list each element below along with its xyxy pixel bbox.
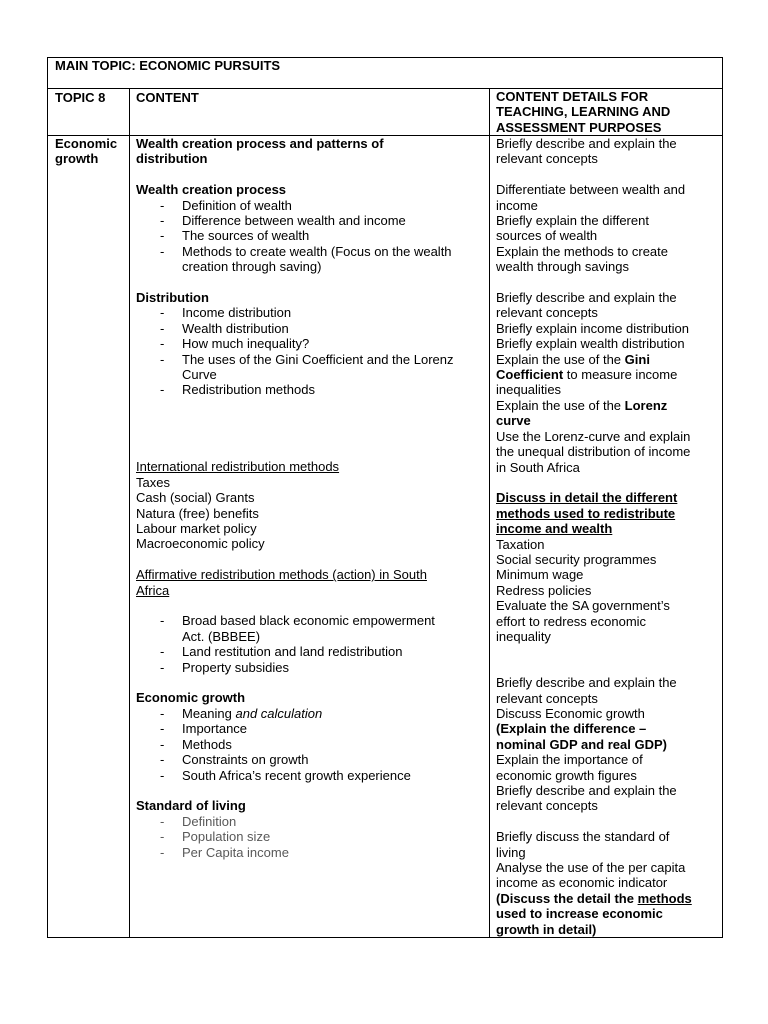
col-divider-1 — [129, 88, 130, 938]
list-item: - Broad based black economic empowerment — [160, 613, 435, 629]
list-item: - Population size — [160, 829, 271, 845]
list-item-continued: Curve — [182, 367, 217, 383]
topic-number: TOPIC 8 — [55, 90, 106, 105]
list-item: - Difference between wealth and income — [160, 213, 406, 229]
list-item: Natura (free) benefits — [136, 505, 259, 521]
list-item: - Per Capita income — [160, 844, 289, 860]
list-item: - The uses of the Gini Coefficient and the Lorenz — [160, 351, 454, 367]
list-item: - Methods — [160, 736, 232, 752]
content-header: CONTENT — [136, 90, 199, 105]
standard-of-living-heading: Standard of living — [136, 798, 246, 814]
list-item-continued: creation through saving) — [182, 259, 322, 275]
list-item: Taxes — [136, 474, 170, 490]
list-item: - Property subsidies — [160, 659, 289, 675]
list-item: Macroeconomic policy — [136, 536, 265, 552]
list-item: - South Africa’s recent growth experience — [160, 767, 411, 783]
wealth-title: Wealth creation process and patterns of — [136, 136, 384, 151]
list-item: - How much inequality? — [160, 336, 310, 352]
list-item: - Income distribution — [160, 305, 292, 321]
list-item: - Importance — [160, 721, 248, 737]
economic-growth-heading: Economic growth — [136, 690, 246, 706]
list-item: - Definition — [160, 813, 237, 829]
list-item-continued: Act. (BBBEE) — [182, 628, 261, 644]
list-item: Labour market policy — [136, 521, 257, 537]
details-column: Briefly describe and explain the relevant concepts Differentiate between wealth and income Briefly explain the different sources of wealth Explain the methods to create wealth through savings Briefly describe and explain the relevant concepts Briefly explain income distribution Briefly explain wealth distribution Explain the use of the Gini Coefficient to measure income inequalities Explain the use of the Lorenz curve Use the Lorenz-curve and explain the unequal distribution of income in South Africa Discuss in detail the different methods used to redistribute income and wealth Taxation Social security programmes Minimum wage Redress policies Evaluate the SA government’s effort to redress economic inequality Briefly describe and explain the relevant concepts Discuss Economic growth (Explain the difference – nominal GDP and real GDP) Explain the importance of economic growth figures Briefly describe and explain the relevant concepts Briefly discuss the standard of living Analyse the use of the per capita income as economic indicator (Discuss the detail the methods used to increase economic growth in detail) — [496, 136, 692, 937]
distribution-heading: Distribution — [136, 290, 209, 306]
list-item: Cash (social) Grants — [136, 490, 255, 506]
details-header: CONTENT DETAILS FOR TEACHING, LEARNING AND ASSESSMENT PURPOSES — [496, 89, 671, 135]
content-column: Wealth creation process and patterns of distribution Wealth creation process - Definition of wealth - Difference between wealth and income - The sources of wealth - Methods to create wealth (Focus on the wealth creation through saving) Distribution - Income distribution - Wealth distribution - How much inequality? - The uses of the Gini Coefficient and the Lorenz Curve - Redistribution methods International redistribution methods Taxes Cash (social) Grants Natura (free) benefits Labour market policy Macroeconomic policy Affirmative redistribution methods (action) in South Africa - Broad based black economic empowerment Act. (BBBEE) - Land restitution and land redistribution - Property subsidies Economic growth - Meaning and calculation - Importance - Methods - Constraints on growth - South Africa’s recent growth experience Standard of living - Definition - Population size - Per Capita income — [136, 136, 486, 860]
main-topic-title: MAIN TOPIC: ECONOMIC PURSUITS — [55, 58, 281, 73]
list-item: - Redistribution methods — [160, 382, 315, 398]
topic-label: Economic growth — [55, 136, 118, 167]
list-item: - Definition of wealth — [160, 197, 292, 213]
wealth-creation-heading: Wealth creation process — [136, 182, 287, 198]
list-item: - The sources of wealth — [160, 228, 310, 244]
list-item: - Wealth distribution — [160, 320, 289, 336]
col-divider-2 — [489, 88, 490, 938]
affirmative-redistribution-heading: Affirmative redistribution methods (action) in South — [136, 567, 427, 583]
list-item: - Land restitution and land redistribution — [160, 644, 403, 660]
list-item: - Meaning and calculation — [160, 705, 323, 721]
list-item: - Methods to create wealth (Focus on the wealth — [160, 243, 452, 259]
list-item: - Constraints on growth — [160, 752, 309, 768]
international-redistribution-heading: International redistribution methods — [136, 459, 340, 475]
